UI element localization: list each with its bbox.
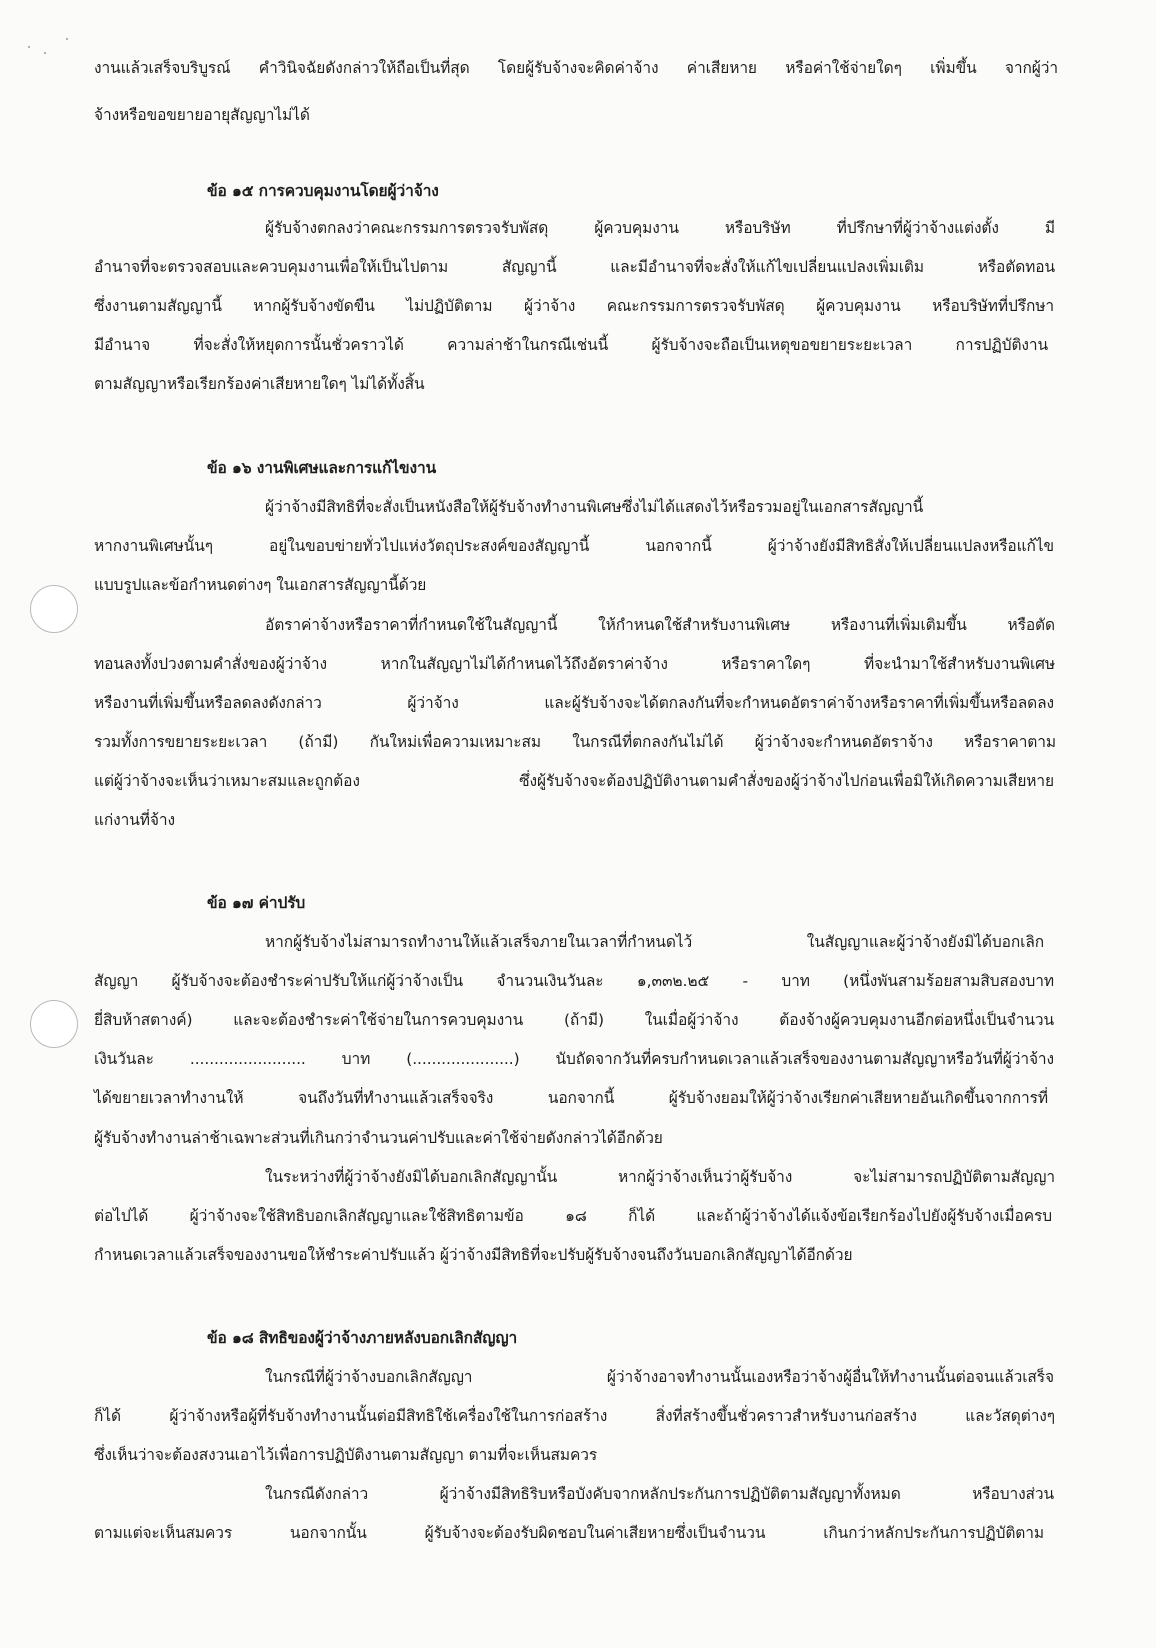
- body-line: ก็ได้ ผู้ว่าจ้างหรือผู้ที่รับจ้างทำงานนั้นต่อมีสิทธิใช้เครื่องใช้ในการก่อสร้าง สิ่งที่สร้างขึ้นชั่วคราวสำหรับงานก่อสร้าง และวัสดุต่างๆ: [94, 1407, 1055, 1425]
- body-line: ในระหว่างที่ผู้ว่าจ้างยังมิได้บอกเลิกสัญญานั้น หากผู้ว่าจ้างเห็นว่าผู้รับจ้าง จะไม่สามารถปฏิบัติตามสัญญา: [265, 1168, 1055, 1186]
- body-line: ในกรณีดังกล่าว ผู้ว่าจ้างมีสิทธิริบหรือบังคับจากหลักประกันการปฏิบัติตามสัญญาทั้งหมด หรือบางส่วน: [265, 1485, 1054, 1503]
- body-line: เงินวันละ ........................ บาท (.....................) นับถัดจากวันที่ครบกำหนดเวลาแล้วเสร็จของงานตามสัญญาหรือวันที่ผู้ว่าจ้าง: [94, 1050, 1054, 1068]
- body-line: ผู้รับจ้างตกลงว่าคณะกรรมการตรวจรับพัสดุ ผู้ควบคุมงาน หรือบริษัท ที่ปรึกษาที่ผู้ว่าจ้างแต่งตั้ง มี: [265, 219, 1055, 237]
- scan-speck: [28, 46, 30, 48]
- body-line: หากผู้รับจ้างไม่สามารถทำงานให้แล้วเสร็จภายในเวลาที่กำหนดไว้ ในสัญญาและผู้ว่าจ้างยังมิได้บอกเลิก: [265, 933, 1044, 951]
- body-line: ในกรณีที่ผู้ว่าจ้างบอกเลิกสัญญา ผู้ว่าจ้างอาจทำงานนั้นเองหรือว่าจ้างผู้อื่นให้ทำงานนั้นต่อจนแล้วเสร็จ: [265, 1368, 1054, 1386]
- body-line: กำหนดเวลาแล้วเสร็จของงานขอให้ชำระค่าปรับแล้ว ผู้ว่าจ้างมีสิทธิที่จะปรับผู้รับจ้างจนถึงวันบอกเลิกสัญญาได้อีกด้วย: [94, 1246, 853, 1264]
- body-line: ซึ่งงานตามสัญญานี้ หากผู้รับจ้างขัดขืน ไม่ปฏิบัติตาม ผู้ว่าจ้าง คณะกรรมการตรวจรับพัสดุ ผู้ควบคุมงาน หรือบริษัทที่ปรึกษา: [94, 297, 1054, 315]
- body-line: สัญญา ผู้รับจ้างจะต้องชำระค่าปรับให้แก่ผู้ว่าจ้างเป็น จำนวนเงินวันละ ๑,๓๓๒.๒๕ - บาท (หนึ่งพันสามร้อยสามสิบสองบาท: [94, 972, 1054, 990]
- section-heading-18: ข้อ ๑๘ สิทธิของผู้ว่าจ้างภายหลังบอกเลิกสัญญา: [207, 1329, 518, 1347]
- body-line: ตามแต่จะเห็นสมควร นอกจากนั้น ผู้รับจ้างจะต้องรับผิดชอบในค่าเสียหายซึ่งเป็นจำนวน เกินกว่าหลักประกันการปฏิบัติตาม: [94, 1524, 1044, 1542]
- punch-hole-upper: [30, 585, 78, 633]
- section-heading-15: ข้อ ๑๕ การควบคุมงานโดยผู้ว่าจ้าง: [207, 182, 439, 200]
- body-line: แบบรูปและข้อกำหนดต่างๆ ในเอกสารสัญญานี้ด้วย: [94, 576, 427, 594]
- section-heading-16: ข้อ ๑๖ งานพิเศษและการแก้ไขงาน: [207, 459, 437, 477]
- body-line: รวมทั้งการขยายระยะเวลา (ถ้ามี) กันใหม่เพื่อความเหมาะสม ในกรณีที่ตกลงกันไม่ได้ ผู้ว่าจ้างจะกำหนดอัตราจ้าง หรือราคาตาม: [94, 733, 1056, 751]
- scan-speck: [44, 52, 46, 54]
- body-line: จ้างหรือขอขยายอายุสัญญาไม่ได้: [94, 106, 310, 124]
- body-line: แก่งานที่จ้าง: [94, 811, 175, 829]
- body-line: หากงานพิเศษนั้นๆ อยู่ในขอบข่ายทั่วไปแห่งวัตถุประสงค์ของสัญญานี้ นอกจากนี้ ผู้ว่าจ้างยังมีสิทธิสั่งให้เปลี่ยนแปลงหรือแก้ไข: [94, 537, 1054, 555]
- body-line: หรืองานที่เพิ่มขึ้นหรือลดลงดังกล่าว ผู้ว่าจ้าง และผู้รับจ้างจะได้ตกลงกันที่จะกำหนดอัตราค่าจ้างหรือราคาที่เพิ่มขึ้นหรือลดลง: [94, 694, 1054, 712]
- body-line: ยี่สิบห้าสตางค์) และจะต้องชำระค่าใช้จ่ายในการควบคุมงาน (ถ้ามี) ในเมื่อผู้ว่าจ้าง ต้องจ้างผู้ควบคุมงานอีกต่อหนึ่งเป็นจำนวน: [94, 1011, 1054, 1029]
- body-line: ผู้รับจ้างทำงานล่าช้าเฉพาะส่วนที่เกินกว่าจำนวนค่าปรับและค่าใช้จ่ายดังกล่าวได้อีกด้วย: [94, 1129, 663, 1147]
- body-line: อัตราค่าจ้างหรือราคาที่กำหนดใช้ในสัญญานี้ ให้กำหนดใช้สำหรับงานพิเศษ หรืองานที่เพิ่มเติมขึ้น หรือตัด: [265, 616, 1055, 634]
- body-line: ได้ขยายเวลาทำงานให้ จนถึงวันที่ทำงานแล้วเสร็จจริง นอกจากนี้ ผู้รับจ้างยอมให้ผู้ว่าจ้างเรียกค่าเสียหายอันเกิดขึ้นจากการที่: [94, 1089, 1048, 1107]
- body-line: ผู้ว่าจ้างมีสิทธิที่จะสั่งเป็นหนังสือให้ผู้รับจ้างทำงานพิเศษซึ่งไม่ได้แสดงไว้หรือรวมอยู่ในเอกสารสัญญานี้: [265, 498, 924, 516]
- body-line: อำนาจที่จะตรวจสอบและควบคุมงานเพื่อให้เป็นไปตาม สัญญานี้ และมีอำนาจที่จะสั่งให้แก้ไขเปลี่ยนแปลงเพิ่มเติม หรือตัดทอน: [94, 258, 1055, 276]
- body-line: แต่ผู้ว่าจ้างจะเห็นว่าเหมาะสมและถูกต้อง ซึ่งผู้รับจ้างจะต้องปฏิบัติงานตามคำสั่งของผู้ว่าจ้างไปก่อนเพื่อมิให้เกิดความเสียหาย: [94, 772, 1054, 790]
- section-heading-17: ข้อ ๑๗ ค่าปรับ: [207, 894, 306, 912]
- body-line: งานแล้วเสร็จบริบูรณ์ คำวินิจฉัยดังกล่าวให้ถือเป็นที่สุด โดยผู้รับจ้างจะคิดค่าจ้าง ค่าเสียหาย หรือค่าใช้จ่ายใดๆ เพิ่มขึ้น จากผู้ว่า: [94, 59, 1058, 77]
- body-line: ซึ่งเห็นว่าจะต้องสงวนเอาไว้เพื่อการปฏิบัติงานตามสัญญา ตามที่จะเห็นสมควร: [94, 1446, 598, 1464]
- body-line: ต่อไปได้ ผู้ว่าจ้างจะใช้สิทธิบอกเลิกสัญญาและใช้สิทธิตามข้อ ๑๘ ก็ได้ และถ้าผู้ว่าจ้างได้แจ้งข้อเรียกร้องไปยังผู้รับจ้างเมื่อครบ: [94, 1207, 1052, 1225]
- punch-hole-lower: [30, 1000, 78, 1048]
- scan-speck: [66, 38, 68, 40]
- body-line: ทอนลงทั้งปวงตามคำสั่งของผู้ว่าจ้าง หากในสัญญาไม่ได้กำหนดไว้ถึงอัตราค่าจ้าง หรือราคาใดๆ ที่จะนำมาใช้สำหรับงานพิเศษ: [94, 655, 1055, 673]
- body-line: มีอำนาจ ที่จะสั่งให้หยุดการนั้นชั่วคราวได้ ความล่าช้าในกรณีเช่นนี้ ผู้รับจ้างจะถือเป็นเหตุขอขยายระยะเวลา การปฏิบัติงาน: [94, 336, 1048, 354]
- body-line: ตามสัญญาหรือเรียกร้องค่าเสียหายใดๆ ไม่ได้ทั้งสิ้น: [94, 375, 425, 393]
